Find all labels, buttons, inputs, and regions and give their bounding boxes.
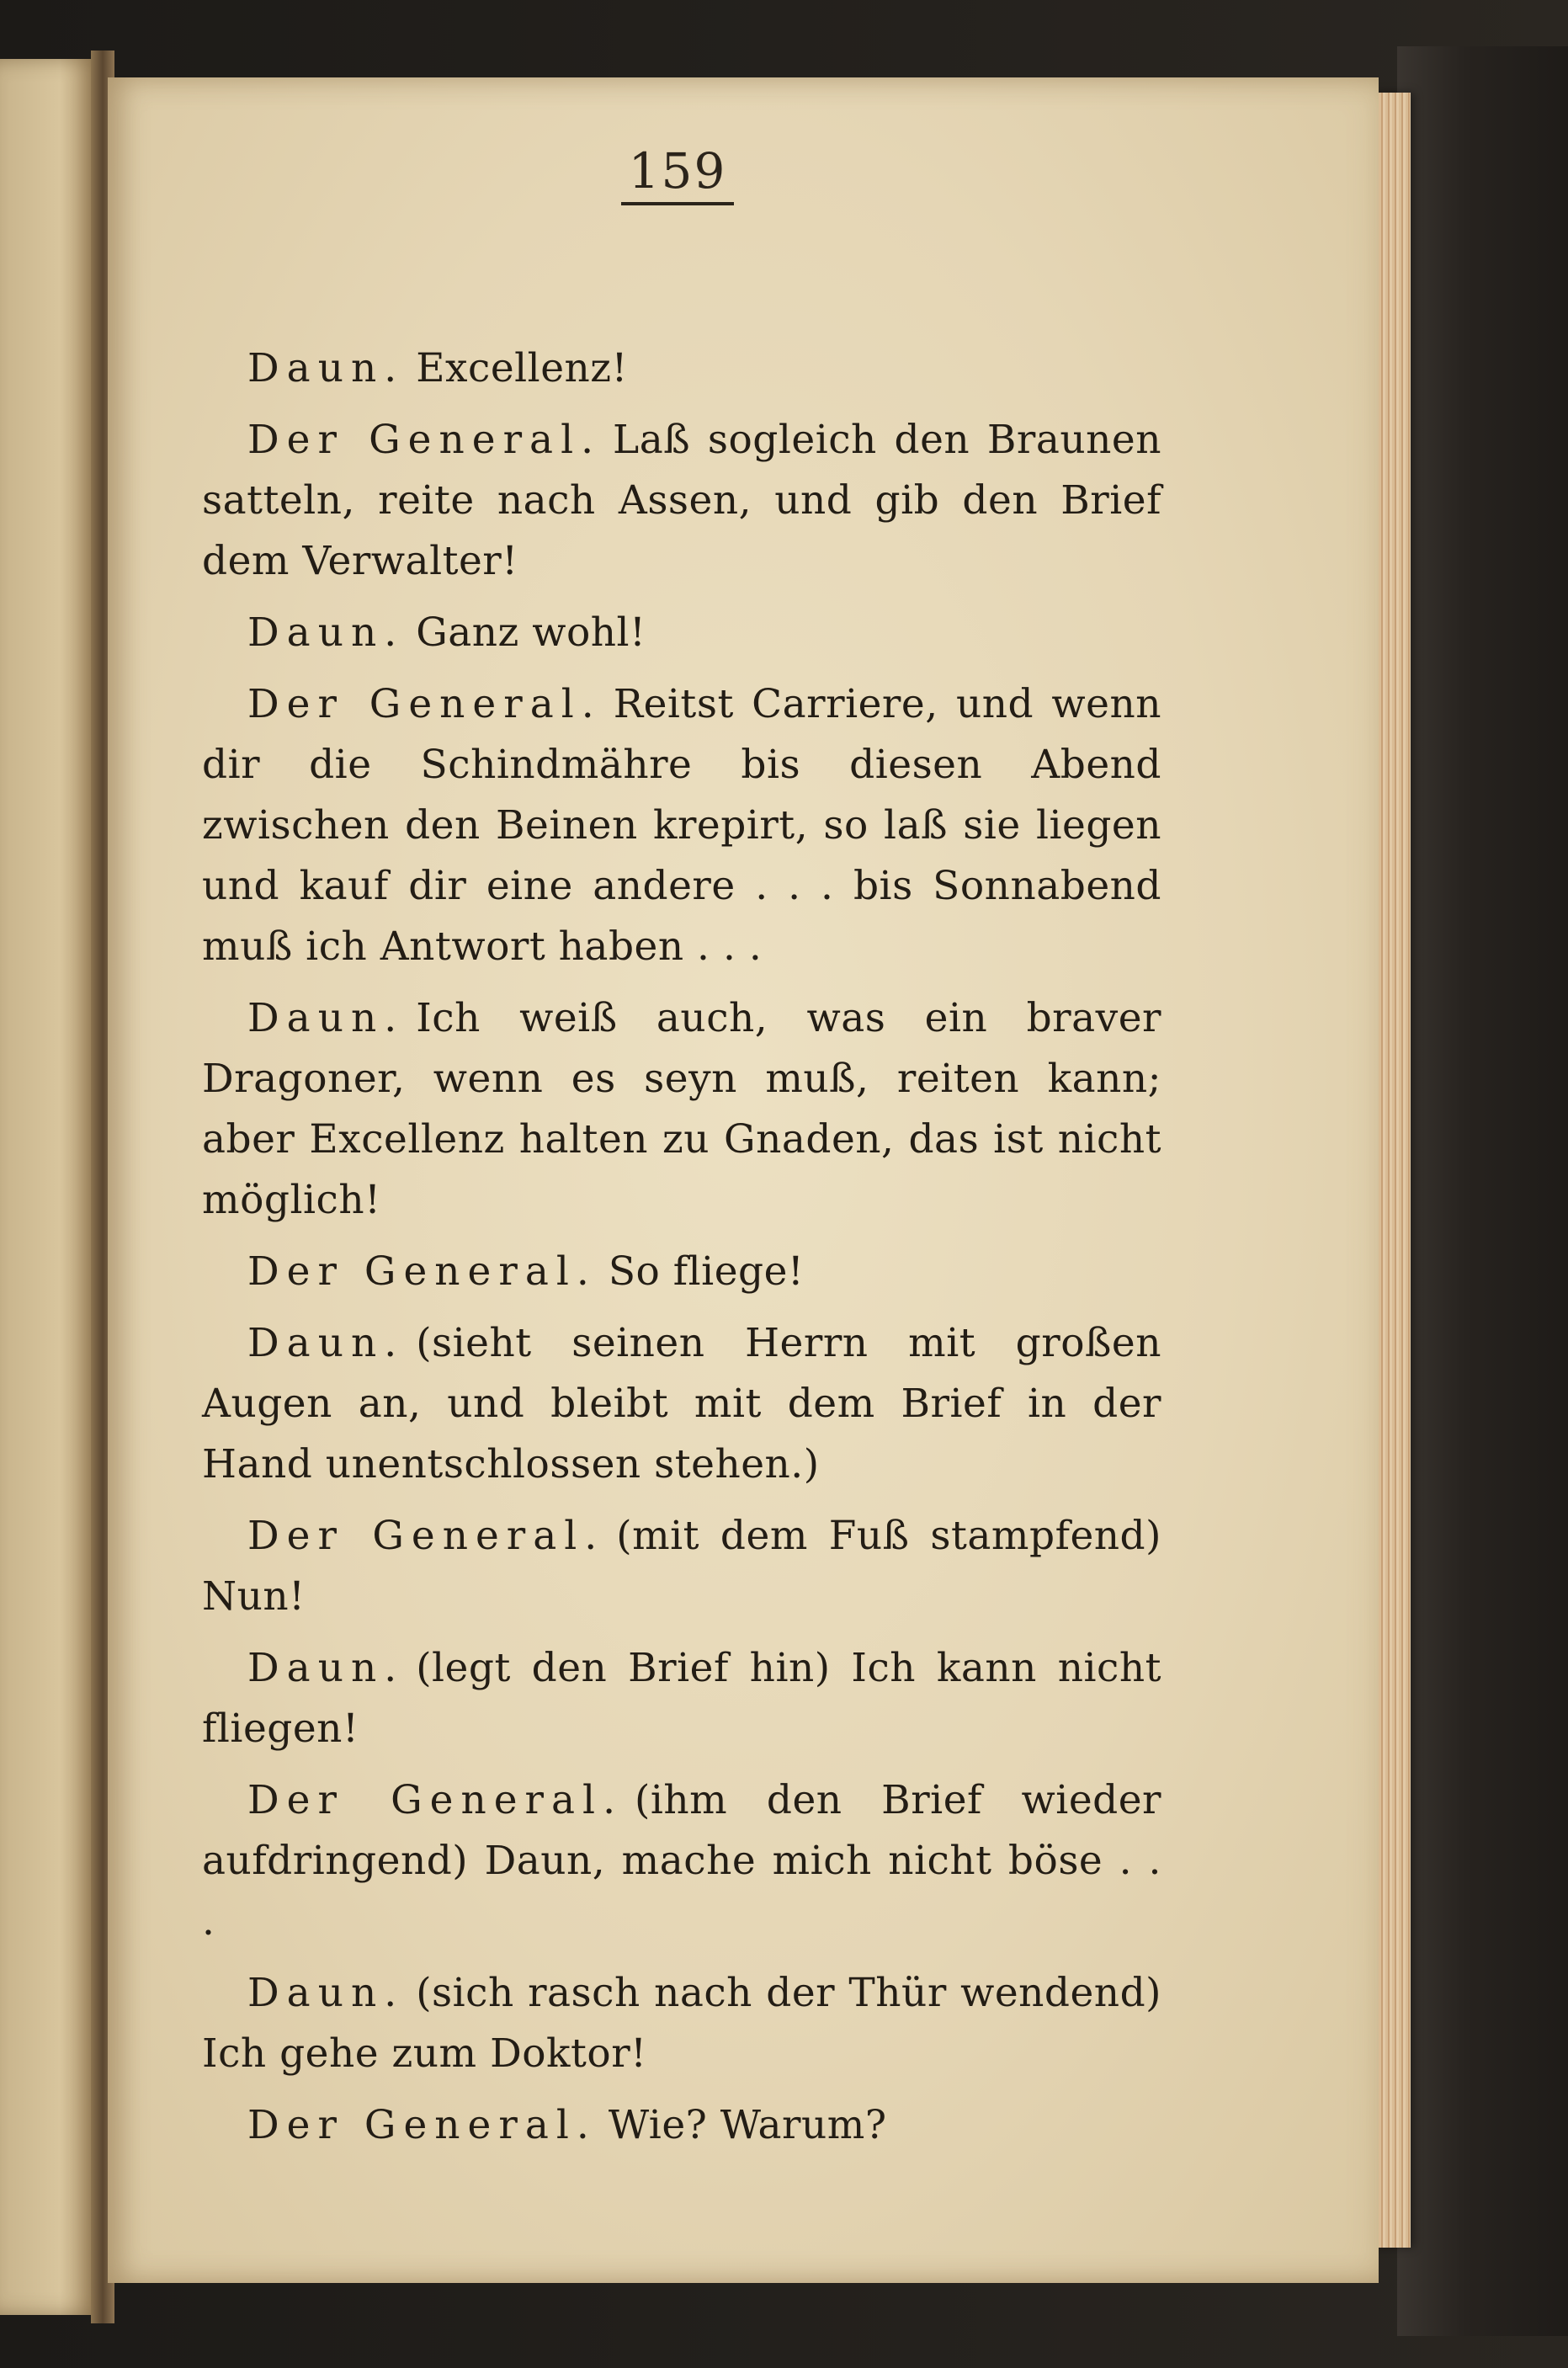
dialogue-line [202, 1770, 1161, 1952]
dialogue-line [202, 1242, 1161, 1302]
speaker-name: Daun. [247, 345, 405, 391]
speaker-name: Der General. [247, 1513, 605, 1559]
dialogue-line [202, 988, 1161, 1231]
dialogue-text [202, 338, 1161, 2167]
speech-text: (ihm den Brief wieder aufdringend) Daun, mache mich nicht böse . . . [202, 1777, 1162, 1945]
speaker-name: Der General. [247, 681, 602, 727]
dialogue-line [202, 338, 1161, 399]
speech-text: (sieht seinen Herrn mit großen Augen an, und bleibt mit dem Brief in der Hand unentschlossen stehen.) [202, 1320, 1161, 1487]
dialogue-line [202, 674, 1161, 977]
speaker-name: Daun. [247, 609, 405, 656]
speaker-name: Daun. [247, 995, 405, 1041]
speech-text: (legt den Brief hin) Ich kann nicht fliegen! [202, 1645, 1161, 1752]
speech-text: Ich weiß auch, was ein braver Dragoner, wenn es seyn muß, reiten kann; aber Excellenz halten zu Gnaden, das ist nicht möglich! [202, 995, 1161, 1223]
dialogue-line [202, 1638, 1161, 1759]
speech-text: Reitst Carriere, und wenn dir die Schindmähre bis diesen Abend zwischen den Beinen krepirt, so laß sie liegen und kauf dir eine andere . . . bis Sonnabend muß ich Antwort haben . . . [202, 681, 1161, 970]
speech-text: Ganz wohl! [416, 609, 646, 656]
speech-text: Laß sogleich den Braunen satteln, reite nach Assen, und gib den Brief dem Verwalter! [202, 417, 1161, 584]
speaker-name: Der General. [247, 1777, 624, 1823]
left-page-edge [0, 59, 99, 2315]
speaker-name: Der General. [247, 1248, 597, 1295]
dialogue-line [202, 603, 1161, 663]
speaker-name: Daun. [247, 1320, 405, 1366]
speech-text: Wie? Warum? [608, 2102, 887, 2148]
speaker-name: Daun. [247, 1970, 405, 2016]
dialogue-line [202, 1963, 1161, 2084]
speaker-name: Der General. [247, 417, 602, 463]
speaker-name: Der General. [247, 2102, 597, 2148]
page-number: 159 [628, 142, 727, 200]
dialogue-line [202, 1506, 1161, 1627]
page-number-rule [621, 202, 734, 205]
book-cover-edge [1397, 46, 1568, 2336]
speech-text: (mit dem Fuß stampfend) Nun! [202, 1513, 1161, 1620]
speech-text: (sich rasch nach der Thür wendend) Ich gehe zum Doktor! [202, 1970, 1161, 2077]
dialogue-line [202, 410, 1161, 592]
speech-text: Excellenz! [416, 345, 628, 391]
dialogue-line [202, 1313, 1161, 1495]
page-header [614, 141, 741, 205]
dialogue-line [202, 2095, 1161, 2156]
speech-text: So fliege! [608, 1248, 805, 1295]
speaker-name: Daun. [247, 1645, 405, 1691]
